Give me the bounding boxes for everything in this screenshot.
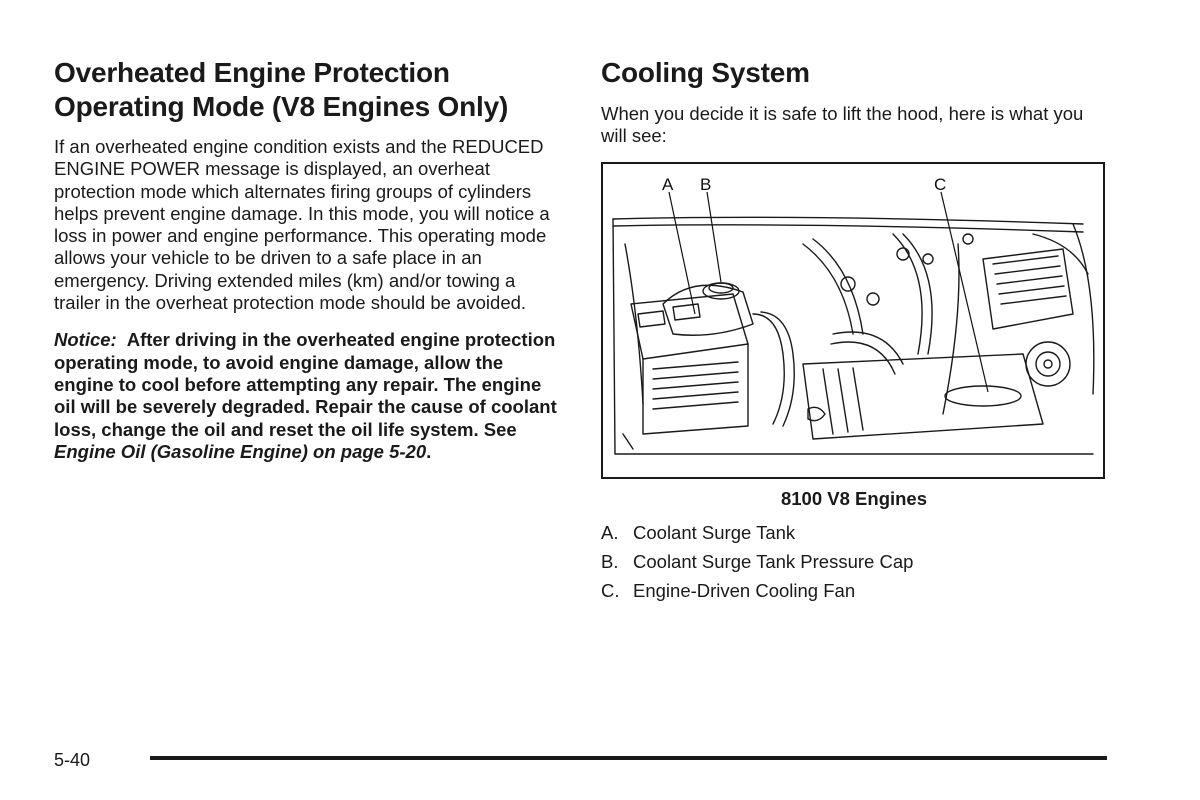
notice-text: After driving in the overheated engine protection operating mode, to avoid engine damage, allow the engine to cool before attempting any repair. The engine oil will be severely degraded. Repair the cause of coolant loss, change the oil and reset the oil life system. See — [54, 329, 557, 440]
legend-text: Coolant Surge Tank Pressure Cap — [633, 550, 914, 572]
section-title-overheated-engine: Overheated Engine Protection Operating Mode (V8 Engines Only) — [54, 57, 509, 122]
callout-b-label: B — [700, 174, 712, 194]
legend-item — [601, 522, 1107, 544]
callout-c-label: C — [934, 174, 947, 194]
left-column — [54, 56, 564, 463]
footer-rule — [150, 756, 1107, 760]
cooling-intro-paragraph: When you decide it is safe to lift the hood, here is what you will see: — [601, 103, 1084, 147]
notice-label: Notice: — [54, 329, 117, 351]
legend-key: A. — [601, 521, 619, 543]
legend-text: Engine-Driven Cooling Fan — [633, 579, 856, 601]
page-number: 5-40 — [54, 750, 91, 770]
overheat-mode-paragraph: If an overheated engine condition exists and the REDUCED ENGINE POWER message is displayed, an overheat protection mode which alternates firing groups of cylinders helps prevent engine damage. In this mode, you will notice a loss in power and engine performance. This operating mode allows your vehicle to be driven to a safe place in an emergency. Driving extended miles (km) and/or towing a trailer in the overheat protection mode should be avoided. — [54, 136, 550, 314]
section-title-cooling-system: Cooling System — [601, 57, 810, 88]
legend-key: C. — [601, 579, 620, 601]
notice-paragraph — [54, 329, 564, 463]
notice-reference-link[interactable]: Engine Oil (Gasoline Engine) on page 5-20 — [54, 440, 427, 462]
figure-legend — [601, 522, 1107, 602]
notice-end: . — [426, 440, 432, 462]
legend-item — [601, 580, 1107, 602]
callout-a-label: A — [662, 174, 674, 194]
right-column — [601, 56, 1107, 609]
legend-text: Coolant Surge Tank — [633, 521, 796, 543]
figure-caption: 8100 V8 Engines — [780, 487, 928, 509]
engine-compartment-figure — [601, 162, 1105, 479]
legend-item — [601, 551, 1107, 573]
legend-key: B. — [601, 550, 619, 572]
engine-illustration — [603, 164, 1103, 477]
